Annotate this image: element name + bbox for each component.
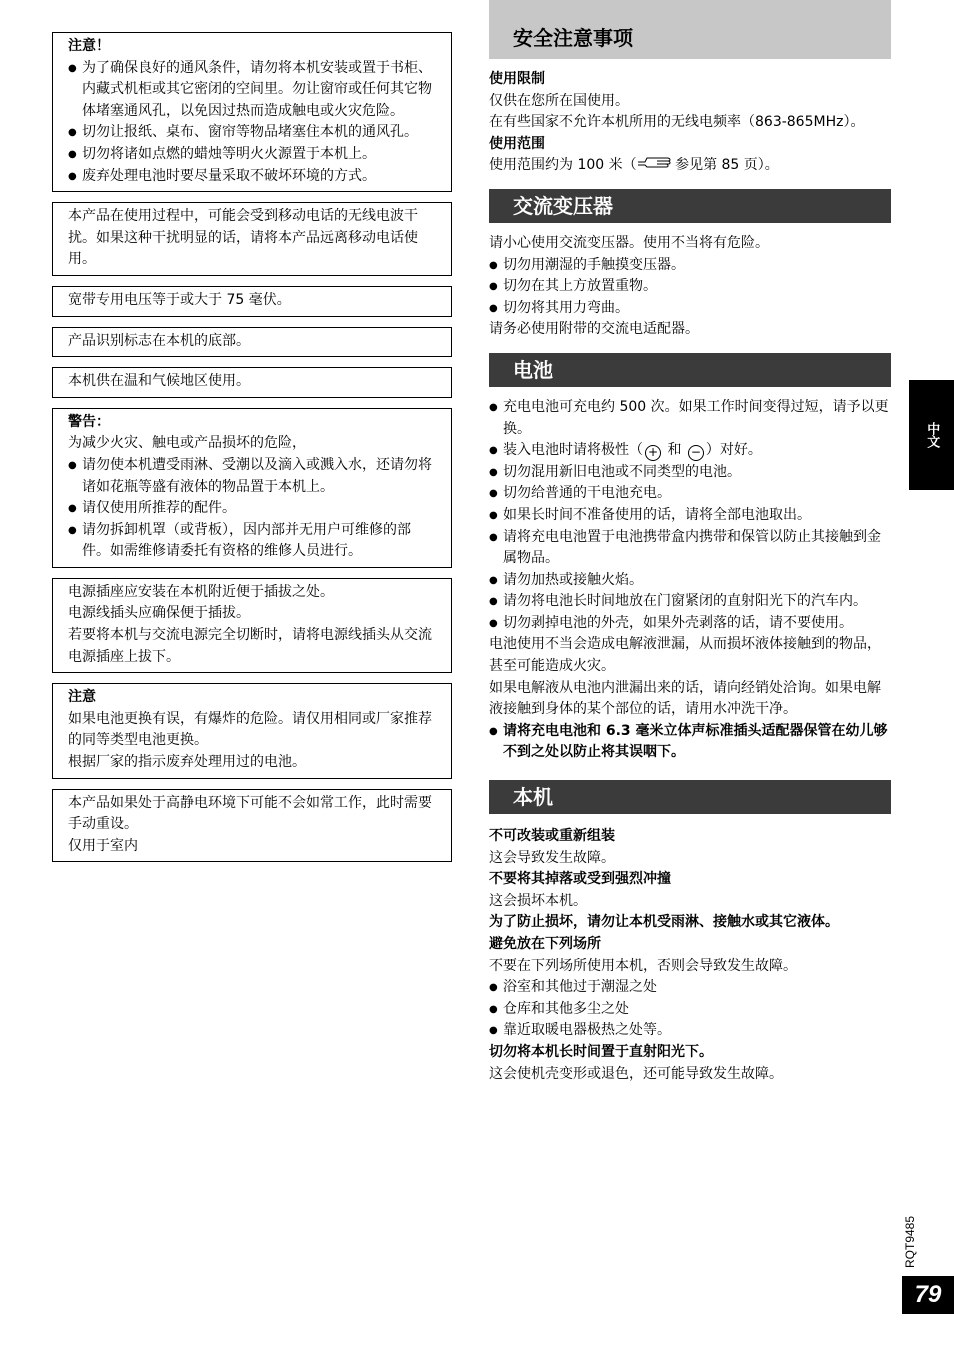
list-item: ● 浴室和其他过于潮湿之处 (489, 977, 891, 999)
language-tab: 中文 (909, 380, 954, 490)
list-item: ● 切勿将其用力弯曲。 (489, 298, 891, 320)
label-location-box (52, 327, 452, 358)
unit-title: 不可改装或重新组装 (489, 828, 615, 845)
limit-title: 使用限制 (489, 71, 545, 87)
list-item: ● 切勿给普通的干电池充电。 (489, 483, 891, 505)
right-column (489, 0, 891, 1085)
pointing-hand-icon (637, 155, 671, 177)
adapter-section (489, 233, 891, 341)
list-item: ● 装入电池时请将极性（ + 和 − ）对好。 (489, 440, 891, 462)
minus-polarity-icon: − (688, 445, 704, 461)
list-item: ● 请将充电电池和 6.3 毫米立体声标准插头适配器保管在幼儿够不到之处以防止将其误咽下。 (489, 721, 891, 764)
list-item: ● 切勿剥掉电池的外壳，如果外壳剥落的话，请不要使用。 (489, 613, 891, 635)
adapter-heading: 交流变压器 (489, 189, 891, 223)
battery-caution-box (52, 683, 452, 778)
list-item: ● 充电电池可充电约 500 次。如果工作时间变得过短，请予以更换。 (489, 397, 891, 440)
adapter-list (489, 255, 891, 320)
unit-desc: 这会使机壳变形或退色，还可能导致发生故障。 (489, 1065, 783, 1082)
unit-heading: 本机 (489, 780, 891, 814)
caution-box (52, 32, 452, 192)
page-number: 79 (902, 1276, 954, 1314)
caution-title: 注意！ (68, 38, 110, 54)
power-line: 电源线插头应确保便于插拔。 (68, 605, 250, 622)
list-item: ● 切勿用潮湿的手触摸变压器。 (489, 255, 891, 277)
range-text: 使用范围约为 100 米（ 参见第 85 页）。 (489, 155, 891, 177)
range-title: 使用范围 (489, 135, 545, 152)
battery-caution-line: 根据厂家的指示废弃处理用过的电池。 (68, 754, 306, 771)
static-line: 仅用于室内 (68, 837, 138, 854)
interference-text: 本产品在使用过程中，可能会受到移动电话的无线电波干扰。如果这种干扰明显的话，请将本产品远离移动电话使用。 (68, 208, 418, 268)
list-item: ● 请仅使用所推荐的配件。 (68, 498, 437, 520)
battery-para: 电池使用不当会造成电解液泄漏，从而损坏液体接触到的物品，甚至可能造成火灾。 (489, 636, 881, 675)
unit-desc: 不要在下列场所使用本机，否则会导致发生故障。 (489, 957, 797, 974)
left-column (52, 32, 452, 872)
climate-text: 本机供在温和气候地区使用。 (68, 373, 250, 390)
unit-title: 避免放在下列场所 (489, 936, 601, 952)
voltage-text: 宽带专用电压等于或大于 75 毫伏。 (68, 291, 291, 308)
safety-section (489, 69, 891, 177)
label-location-text: 产品识别标志在本机的底部。 (68, 332, 250, 349)
battery-bold-list (489, 721, 891, 764)
power-line: 电源插座应安装在本机附近便于插拔之处。 (68, 583, 334, 600)
list-item: ● 废弃处理电池时要尽量采取不破坏环境的方式。 (68, 166, 437, 188)
list-item: ● 请将充电电池置于电池携带盒内携带和保管以防止其接触到金属物品。 (489, 527, 891, 570)
list-item: ● 切勿让报纸、桌布、窗帘等物品堵塞住本机的通风孔。 (68, 122, 437, 144)
unit-desc: 这会损坏本机。 (489, 892, 587, 909)
climate-box (52, 367, 452, 398)
caution-list (68, 58, 437, 188)
battery-section (489, 397, 891, 764)
list-item: ● 请勿拆卸机罩（或背板），因内部并无用户可维修的部件。如需维修请委托有资格的维修人员进行。 (68, 520, 437, 563)
warning-list (68, 455, 437, 563)
warning-title: 警告： (68, 413, 110, 430)
unit-title: 为了防止损坏，请勿让本机受雨淋、接触水或其它液体。 (489, 914, 839, 931)
limit-line: 仅供在您所在国使用。 (489, 92, 629, 109)
list-item: ● 切勿将诸如点燃的蜡烛等明火火源置于本机上。 (68, 144, 437, 166)
limit-line: 在有些国家不允许本机所用的无线电频率（863-865MHz）。 (489, 114, 865, 131)
battery-para: 如果电解液从电池内泄漏出来的话，请向经销处洽询。如果电解液接触到身体的某个部位的话，请用水冲洗干净。 (489, 679, 881, 718)
static-line: 本产品如果处于高静电环境下可能不会如常工作，此时需要手动重设。 (68, 794, 432, 833)
list-item: ● 为了确保良好的通风条件，请勿将本机安装或置于书柜、内藏式机柜或其它密闭的空间里。勿让窗帘或任何其它物体堵塞通风孔，以免因过热而造成触电或火灾危险。 (68, 58, 437, 123)
power-plug-box (52, 578, 452, 673)
battery-caution-title: 注意 (68, 689, 96, 706)
battery-heading: 电池 (489, 353, 891, 387)
static-box (52, 789, 452, 863)
warning-box (52, 408, 452, 568)
list-item: ● 如果长时间不准备使用的话，请将全部电池取出。 (489, 505, 891, 527)
battery-caution-line: 如果电池更换有误，有爆炸的危险。请仅用相同或厂家推荐的同等类型电池更换。 (68, 710, 432, 749)
list-item: ● 仓库和其他多尘之处 (489, 999, 891, 1021)
list-item: ● 请勿使本机遭受雨淋、受潮以及滴入或溅入水，还请勿将诸如花瓶等盛有液体的物品置于本机上。 (68, 455, 437, 498)
unit-title: 不要将其掉落或受到强烈冲撞 (489, 871, 671, 888)
document-code: RQT9485 (903, 1215, 917, 1268)
list-item: ● 切勿在其上方放置重物。 (489, 276, 891, 298)
unit-list (489, 977, 891, 1042)
list-item: ● 请勿将电池长时间地放在门窗紧闭的直射阳光下的汽车内。 (489, 591, 891, 613)
battery-list (489, 397, 891, 635)
plus-polarity-icon: + (645, 445, 661, 461)
list-item: ● 靠近取暖电器极热之处等。 (489, 1020, 891, 1042)
voltage-box (52, 286, 452, 317)
unit-section (489, 824, 891, 1085)
interference-box (52, 202, 452, 276)
warning-intro: 为减少火灾、触电或产品损坏的危险， (68, 435, 306, 452)
adapter-intro: 请小心使用交流变压器。使用不当将有危险。 (489, 234, 769, 251)
unit-desc: 这会导致发生故障。 (489, 849, 615, 866)
unit-title: 切勿将本机长时间置于直射阳光下。 (489, 1043, 713, 1060)
list-item: ● 切勿混用新旧电池或不同类型的电池。 (489, 462, 891, 484)
adapter-outro: 请务必使用附带的交流电适配器。 (489, 321, 699, 338)
safety-heading: 安全注意事项 (489, 0, 891, 59)
power-line: 若要将本机与交流电源完全切断时，请将电源线插头从交流电源插座上拔下。 (68, 627, 432, 665)
list-item: ● 请勿加热或接触火焰。 (489, 570, 891, 592)
